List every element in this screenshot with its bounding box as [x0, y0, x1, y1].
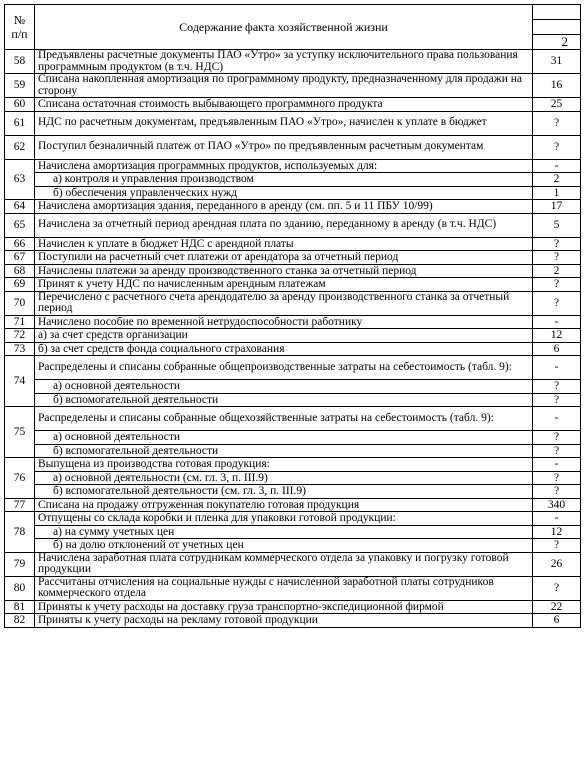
row-amount: 26 — [533, 552, 581, 576]
table-row — [5, 512, 581, 526]
row-description: Поступил безналичный платеж от ПАО «Утро» по предъявленным расчетным документам — [35, 135, 533, 159]
table-row — [5, 614, 581, 628]
row-number: 65 — [5, 213, 35, 237]
table-row — [5, 159, 581, 173]
subrow-description: а) на сумму учетных цен — [35, 525, 533, 539]
header-value-cell-top — [533, 5, 581, 20]
header-column-index: 2 — [533, 35, 581, 50]
row-number: 68 — [5, 264, 35, 278]
table-subrow — [5, 485, 581, 499]
table-row — [5, 315, 581, 329]
row-description: Начислена за отчетный период арендная плата по зданию, переданному в аренду (в т.ч. НДС) — [35, 213, 533, 237]
subrow-description: а) основной деятельности — [35, 431, 533, 445]
row-description: Начислен к уплате в бюджет НДС с арендной платы — [35, 237, 533, 251]
table-subrow — [5, 539, 581, 553]
row-number: 81 — [5, 600, 35, 614]
row-amount: 340 — [533, 498, 581, 512]
subrow-description: б) обеспечения управленческих нужд — [35, 186, 533, 200]
subrow-description: б) вспомогательной деятельности — [35, 393, 533, 407]
table-row — [5, 111, 581, 135]
table-row — [5, 213, 581, 237]
row-description: Списана на продажу отгруженная покупателю готовая продукция — [35, 498, 533, 512]
row-description: Начислено пособие по временной нетрудоспособности работнику — [35, 315, 533, 329]
table-row — [5, 264, 581, 278]
subrow-description: б) на долю отклонений от учетных цен — [35, 539, 533, 553]
subrow-amount: ? — [533, 431, 581, 445]
row-amount: ? — [533, 291, 581, 315]
row-amount: 22 — [533, 600, 581, 614]
row-number: 73 — [5, 342, 35, 356]
row-number: 77 — [5, 498, 35, 512]
header-content-title: Содержание факта хозяйственной жизни — [35, 5, 533, 50]
subrow-amount: ? — [533, 444, 581, 458]
row-description: Приняты к учету расходы на доставку груза транспортно-экспедиционной фирмой — [35, 600, 533, 614]
row-amount: - — [533, 159, 581, 173]
table-subrow — [5, 173, 581, 187]
table-row — [5, 50, 581, 74]
row-number: 66 — [5, 237, 35, 251]
row-number: 82 — [5, 614, 35, 628]
row-number: 76 — [5, 458, 35, 499]
row-number: 64 — [5, 200, 35, 214]
row-description: Списана остаточная стоимость выбывающего программного продукта — [35, 98, 533, 112]
row-description: НДС по расчетным документам, предъявленным ПАО «Утро», начислен к уплате в бюджет — [35, 111, 533, 135]
table-subrow — [5, 380, 581, 394]
row-amount: 5 — [533, 213, 581, 237]
table-row — [5, 237, 581, 251]
row-number: 79 — [5, 552, 35, 576]
table-row — [5, 98, 581, 112]
table-subrow — [5, 431, 581, 445]
table-row — [5, 458, 581, 472]
table-subrow — [5, 471, 581, 485]
row-amount: ? — [533, 111, 581, 135]
row-number: 78 — [5, 512, 35, 553]
row-description: а) за счет средств организации — [35, 329, 533, 343]
row-number: 58 — [5, 50, 35, 74]
subrow-amount: ? — [533, 539, 581, 553]
table-row — [5, 329, 581, 343]
row-amount: ? — [533, 135, 581, 159]
row-amount: 2 — [533, 264, 581, 278]
subrow-amount: ? — [533, 393, 581, 407]
row-number: 69 — [5, 278, 35, 292]
subrow-description: а) контроля и управления производством — [35, 173, 533, 187]
table-subrow — [5, 186, 581, 200]
row-amount: 12 — [533, 329, 581, 343]
row-amount: - — [533, 315, 581, 329]
subrow-description: б) вспомогательной деятельности (см. гл. 3, п. III.9) — [35, 485, 533, 499]
row-amount: 6 — [533, 342, 581, 356]
business-facts-table — [4, 4, 581, 628]
row-description: Распределены и списаны собранные общехозяйственные затраты на себестоимость (табл. 9): — [35, 407, 533, 431]
row-amount: 25 — [533, 98, 581, 112]
subrow-description: а) основной деятельности (см. гл. 3, п. III.9) — [35, 471, 533, 485]
subrow-amount: ? — [533, 380, 581, 394]
row-number: 67 — [5, 251, 35, 265]
row-description: Списана накопленная амортизация по программному продукту, предназначенному для продажи на сторону — [35, 74, 533, 98]
subrow-amount: 2 — [533, 173, 581, 187]
table-row — [5, 135, 581, 159]
table-row — [5, 278, 581, 292]
subrow-amount: 1 — [533, 186, 581, 200]
subrow-amount: 12 — [533, 525, 581, 539]
header-value-cell-middle — [533, 20, 581, 35]
row-description: Начислена амортизация здания, переданного в аренду (см. пп. 5 и 11 ПБУ 10/99) — [35, 200, 533, 214]
row-amount: 17 — [533, 200, 581, 214]
row-number: 74 — [5, 356, 35, 407]
row-number: 72 — [5, 329, 35, 343]
table-row — [5, 74, 581, 98]
row-number: 75 — [5, 407, 35, 458]
header-row-number: № п/п — [5, 5, 35, 50]
row-description: Перечислено с расчетного счета арендодателю за аренду производственного станка за отчетный период — [35, 291, 533, 315]
row-number: 62 — [5, 135, 35, 159]
row-amount: ? — [533, 576, 581, 600]
row-number: 61 — [5, 111, 35, 135]
table-row — [5, 407, 581, 431]
row-description: Начислена амортизация программных продуктов, используемых для: — [35, 159, 533, 173]
row-description: Распределены и списаны собранные общепроизводственные затраты на себестоимость (табл. 9): — [35, 356, 533, 380]
row-number: 60 — [5, 98, 35, 112]
row-description: Рассчитаны отчисления на социальные нужды с начисленной заработной платы сотрудников коммерческого отдела — [35, 576, 533, 600]
row-number: 71 — [5, 315, 35, 329]
row-amount: - — [533, 512, 581, 526]
row-amount: ? — [533, 237, 581, 251]
row-amount: - — [533, 356, 581, 380]
table-row — [5, 342, 581, 356]
row-amount: - — [533, 458, 581, 472]
table-subrow — [5, 444, 581, 458]
table-row — [5, 552, 581, 576]
row-amount: - — [533, 407, 581, 431]
row-number: 63 — [5, 159, 35, 200]
row-description: б) за счет средств фонда социального страхования — [35, 342, 533, 356]
row-description: Предъявлены расчетные документы ПАО «Утро» за уступку исключительного права пользования программным продуктом (в т.ч. НДС) — [35, 50, 533, 74]
row-description: Поступили на расчетный счет платежи от арендатора за отчетный период — [35, 251, 533, 265]
table-row — [5, 600, 581, 614]
table-subrow — [5, 525, 581, 539]
table-row — [5, 356, 581, 380]
row-description: Приняты к учету расходы на рекламу готовой продукции — [35, 614, 533, 628]
subrow-amount: ? — [533, 485, 581, 499]
row-description: Принят к учету НДС по начисленным арендным платежам — [35, 278, 533, 292]
subrow-amount: ? — [533, 471, 581, 485]
subrow-description: а) основной деятельности — [35, 380, 533, 394]
row-number: 70 — [5, 291, 35, 315]
row-number: 80 — [5, 576, 35, 600]
row-number: 59 — [5, 74, 35, 98]
row-amount: ? — [533, 278, 581, 292]
row-amount: ? — [533, 251, 581, 265]
row-description: Отпущены со склада коробки и пленка для упаковки готовой продукции: — [35, 512, 533, 526]
table-row — [5, 200, 581, 214]
row-description: Выпущена из производства готовая продукция: — [35, 458, 533, 472]
row-amount: 16 — [533, 74, 581, 98]
accounting-table-sheet — [4, 4, 580, 769]
row-description: Начислена заработная плата сотрудникам коммерческого отдела за упаковку и погрузку готовой продукции — [35, 552, 533, 576]
row-description: Начислены платежи за аренду производственного станка за отчетный период — [35, 264, 533, 278]
table-row — [5, 498, 581, 512]
table-row — [5, 251, 581, 265]
subrow-description: б) вспомогательной деятельности — [35, 444, 533, 458]
table-row — [5, 576, 581, 600]
table-subrow — [5, 393, 581, 407]
row-amount: 6 — [533, 614, 581, 628]
row-amount: 31 — [533, 50, 581, 74]
table-row — [5, 291, 581, 315]
